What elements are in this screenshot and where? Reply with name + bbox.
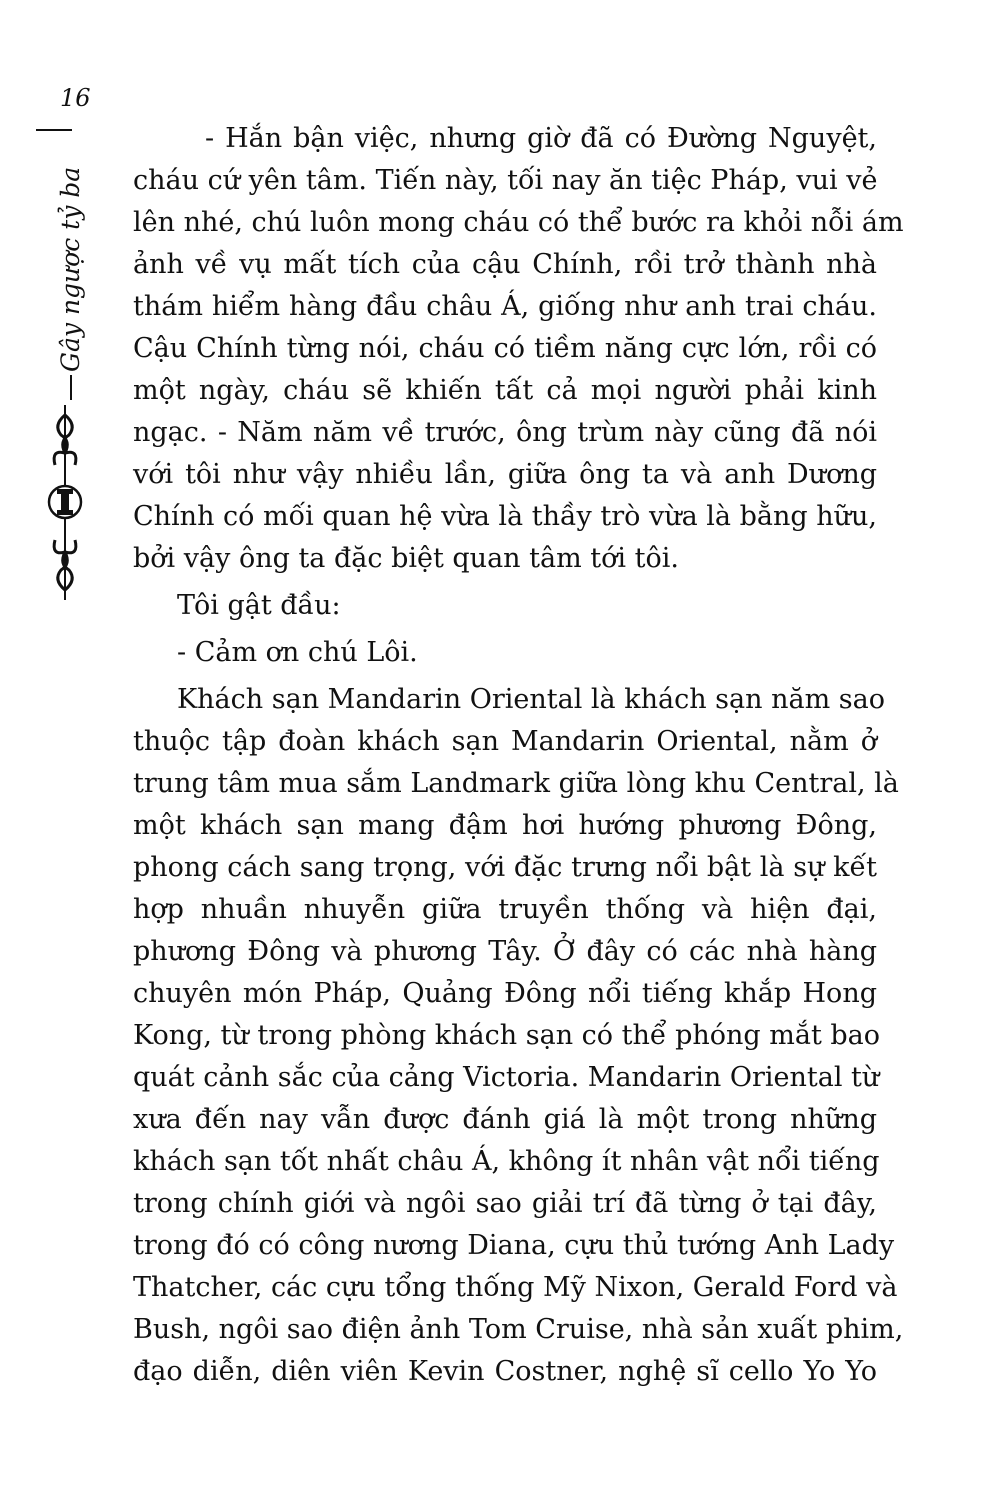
text-line: thuộc tập đoàn khách sạn Mandarin Oriental, nằm ở: [133, 726, 877, 757]
title-dash: [70, 375, 72, 400]
text-line: Bush, ngôi sao điện ảnh Tom Cruise, nhà sản xuất phim,: [133, 1314, 904, 1345]
text-line: quát cảnh sắc của cảng Victoria. Mandarin Oriental từ: [133, 1062, 880, 1093]
text-line: phong cách sang trọng, với đặc trưng nổi bật là sự kết: [133, 852, 877, 883]
text-line: - Cảm ơn chú Lôi.: [177, 637, 418, 668]
text-line: trong đó có công nương Diana, cựu thủ tướng Anh Lady: [133, 1230, 895, 1261]
header-rule: [36, 129, 72, 131]
text-line: cháu cứ yên tâm. Tiến này, tối nay ăn tiệc Pháp, vui vẻ: [133, 165, 878, 196]
text-line: Kong, từ trong phòng khách sạn có thể phóng mắt bao: [133, 1020, 881, 1051]
text-line: một ngày, cháu sẽ khiến tất cả mọi người phải kinh: [133, 375, 877, 406]
running-title: Gây ngược tỷ ba: [56, 166, 85, 372]
paragraph: [133, 632, 877, 674]
paragraph: [133, 118, 904, 580]
text-line: khách sạn tốt nhất châu Á, không ít nhân vật nổi tiếng: [133, 1146, 880, 1177]
body-text: [133, 118, 904, 1393]
page-number: 16: [60, 84, 91, 112]
text-line: Chính có mối quan hệ vừa là thầy trò vừa là bằng hữu,: [133, 501, 877, 532]
text-line: phương Đông và phương Tây. Ở đây có các nhà hàng: [133, 936, 877, 967]
text-line: ngạc. - Năm năm về trước, ông trùm này cũng đã nói: [133, 417, 877, 448]
text-line: ảnh về vụ mất tích của cậu Chính, rồi trở thành nhà: [133, 249, 877, 280]
text-line: với tôi như vậy nhiều lần, giữa ông ta và anh Dương: [133, 459, 877, 490]
text-line: trung tâm mua sắm Landmark giữa lòng khu Central, là: [133, 768, 899, 799]
text-line: thám hiểm hàng đầu châu Á, giống như anh trai cháu.: [133, 291, 877, 322]
text-line: Khách sạn Mandarin Oriental là khách sạn năm sao: [177, 684, 885, 715]
text-line: một khách sạn mang đậm hơi hướng phương Đông,: [133, 810, 877, 841]
text-line: hợp nhuần nhuyễn giữa truyền thống và hiện đại,: [133, 894, 877, 925]
text-line: Thatcher, các cựu tổng thống Mỹ Nixon, Gerald Ford và: [133, 1272, 898, 1303]
ornament-icon: [40, 405, 90, 600]
text-line: Cậu Chính từng nói, cháu có tiềm năng cực lớn, rồi có: [133, 333, 877, 364]
text-line: lên nhé, chú luôn mong cháu có thể bước ra khỏi nỗi ám: [133, 207, 904, 238]
paragraph: [133, 679, 904, 1393]
text-line: bởi vậy ông ta đặc biệt quan tâm tới tôi.: [133, 543, 679, 574]
text-line: xưa đến nay vẫn được đánh giá là một trong những: [133, 1104, 877, 1135]
text-line: trong chính giới và ngôi sao giải trí đã từng ở tại đây,: [133, 1188, 877, 1219]
text-line: Tôi gật đầu:: [177, 590, 341, 621]
text-line: chuyên món Pháp, Quảng Đông nổi tiếng khắp Hong: [133, 978, 877, 1009]
paragraph: [133, 585, 877, 627]
text-line: đạo diễn, diên viên Kevin Costner, nghệ sĩ cello Yo Yo: [133, 1356, 877, 1387]
text-line: - Hắn bận việc, nhưng giờ đã có Đường Nguyệt,: [205, 123, 877, 154]
